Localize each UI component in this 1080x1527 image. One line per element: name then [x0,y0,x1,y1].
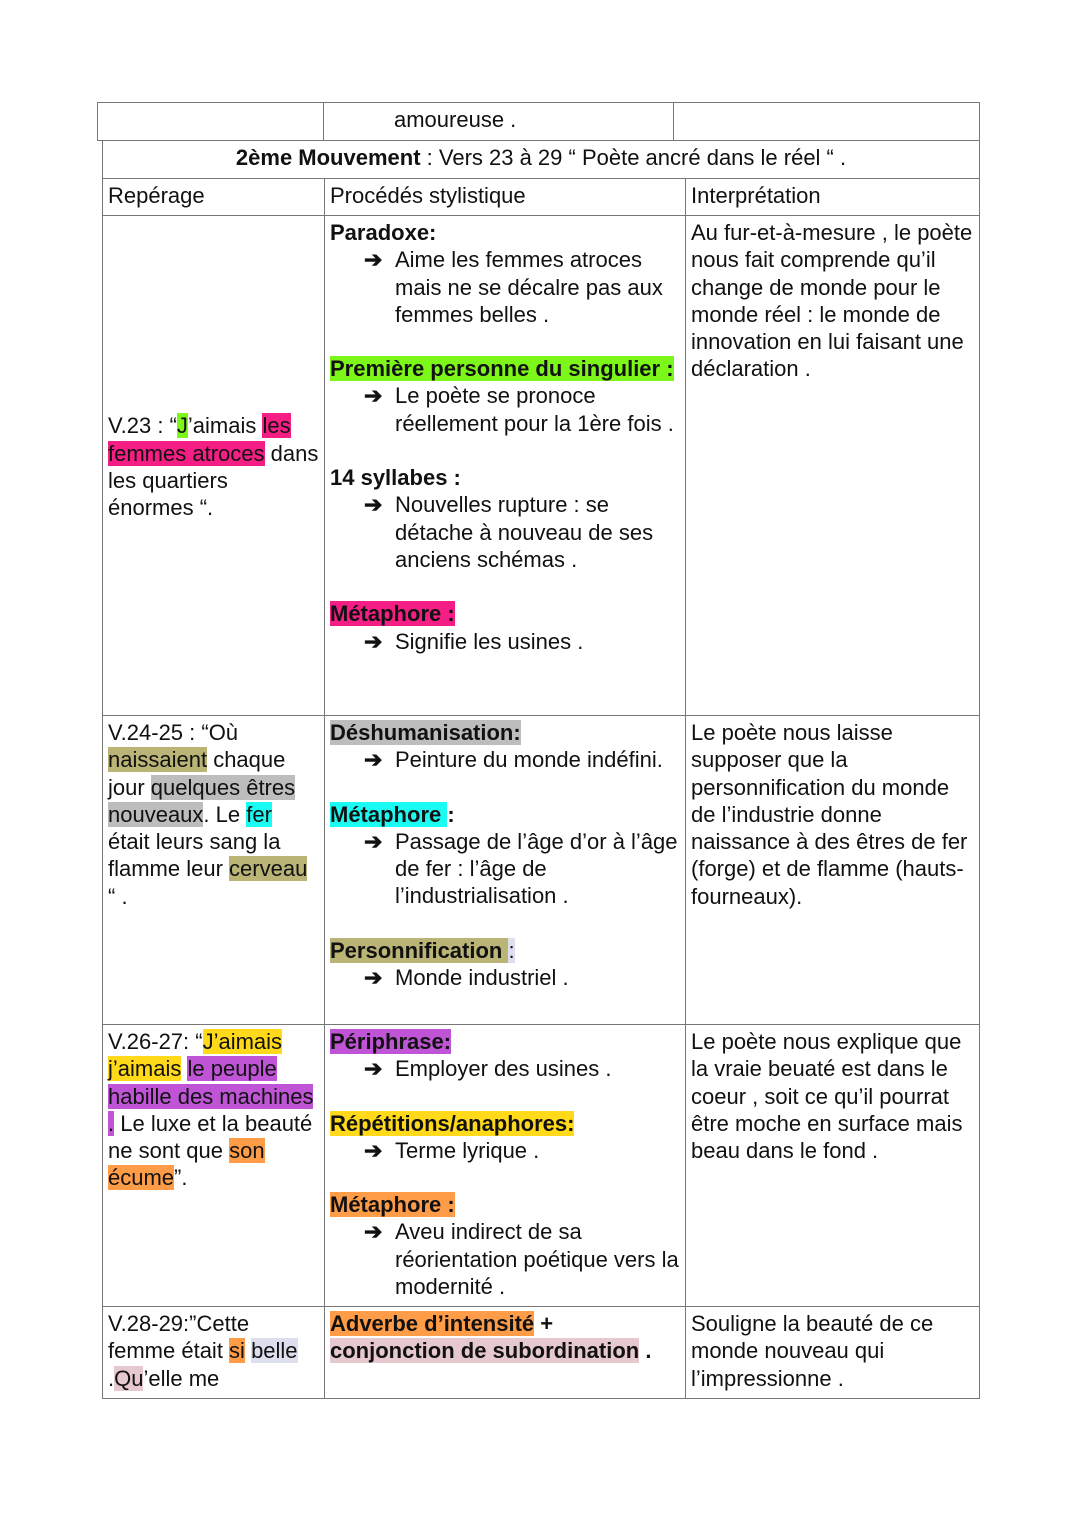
highlight-yellow: J’aimais j’aimais [108,1029,283,1082]
list-item-text: Le poète se pronoce réellement pour la 1ère fois . [395,383,674,436]
procedes-cell [325,716,686,1025]
list-item-text: Employer des usines . [395,1056,612,1082]
interpretation-cell: Souligne la beauté de ce monde nouveau qui l’impressionne . [686,1307,980,1399]
list-item-text: Aveu indirect de sa réorientation poétique vers la modernité . [395,1219,679,1300]
arrow-icon: ➔ [364,1219,383,1245]
procede-label-suffix: . [639,1338,652,1364]
previous-table-tail [97,102,980,141]
highlight-green: J [176,413,188,439]
procede-label: Personnification [330,937,509,963]
list-item [330,746,680,773]
quote-text: chaque jour [108,747,286,800]
highlight-orange: son écume [108,1138,265,1191]
procede-label: Adverbe d’intensité [330,1311,535,1336]
reperage-cell [103,716,325,1025]
procedes-cell [325,216,686,716]
procede-label: Métaphore : [330,601,455,627]
table-cell [98,103,324,141]
highlight-gray: quelques êtres nouveaux [108,774,296,827]
table-row [103,1025,980,1307]
table-row [103,716,980,1025]
table-row [98,103,980,141]
section-title [103,141,980,179]
procede-label: Répétitions/anaphores: [330,1110,575,1136]
procede-label-suffix: + [534,1311,554,1336]
arrow-icon: ➔ [364,383,383,409]
quote-text: V.28-29:”Cette femme était [108,1311,250,1364]
quote-text: V.23 : “ [108,413,177,439]
list-item [330,628,680,655]
reperage-cell [103,1025,325,1307]
arrow-icon: ➔ [364,965,383,991]
column-header-interpretation: Interprétation [686,179,980,216]
highlight-purple: le peuple habille des machines . [108,1056,314,1136]
quote-text: . [108,1365,115,1391]
procede-label: Métaphore : [330,1192,455,1218]
quote-text: V.26-27: “ [108,1029,203,1054]
list-item [330,1218,680,1300]
quote-text: ’elle me [143,1365,220,1391]
interpretation-cell: Le poète nous explique que la vraie beuaté est dans le coeur , soit ce qu’il pourrat être moche en surface mais beau dans le fond . [686,1025,980,1307]
arrow-icon: ➔ [364,247,383,273]
table-cell [674,103,980,141]
list-item [330,1055,680,1082]
list-item [330,382,680,437]
reperage-cell [103,216,325,716]
quote-text: ”. [174,1165,188,1191]
list-item [330,1137,680,1164]
procede-label: conjonction de subordination [330,1338,640,1364]
procede-label: Déshumanisation: [330,720,521,745]
table-row [103,216,980,716]
arrow-icon: ➔ [364,628,383,654]
column-header-procedes: Procédés stylistique [325,179,686,216]
highlight-rose: Qu [114,1365,144,1391]
procede-label-suffix: : [447,801,455,827]
quote-text: Le luxe et la beauté ne sont que [108,1110,313,1164]
list-item [330,964,680,991]
table-cell: amoureuse . [324,103,674,141]
quote-text: dans les quartiers énormes “. [108,440,319,521]
procede-label: Métaphore [330,801,448,827]
list-item-text: Passage de l’âge d’or à l’âge de fer : l’âge de l’industrialisation . [395,828,678,909]
highlight-olive: naissaient [108,747,208,773]
highlight-cyan: fer [246,801,272,827]
list-item-text: Monde industriel . [395,965,569,991]
list-item-text: Terme lyrique . [395,1137,540,1163]
procedes-cell [325,1307,686,1399]
procede-label: Paradoxe: [330,220,437,245]
procede-label: 14 syllabes : [330,465,461,491]
table-row [103,1307,980,1399]
section-title-row [103,141,980,179]
list-item [330,246,680,328]
list-item [330,828,680,910]
list-item-text: Nouvelles rupture : se détache à nouveau de ses anciens schémas . [395,492,654,572]
quote-text: ’aimais [187,413,263,439]
column-header-reperage: Repérage [103,179,325,216]
list-item-text: Signifie les usines . [395,628,584,654]
list-item [330,491,680,573]
arrow-icon: ➔ [364,492,383,518]
section-title-bold: 2ème Mouvement [235,145,421,170]
procede-label: Périphrase: [330,1029,452,1054]
interpretation-cell: Le poète nous laisse supposer que la personnification du monde de l’industrie donne naissance à des êtres de fer (forge) et de flamme (hauts-fourneaux). [686,716,980,1025]
procede-label-suffix: : [508,937,515,963]
highlight-lilac: belle [251,1338,298,1364]
quote-text: était leurs sang la flamme leur [108,829,281,882]
list-item-text: Peinture du monde indéfini. [395,747,663,773]
section-title-rest: : Vers 23 à 29 “ Poète ancré dans le réel “ . [420,145,847,170]
interpretation-cell: Au fur-et-à-mesure , le poète nous fait comprende qu’il change de monde pour le monde réel : le monde de innovation en lui faisant une déclaration . [686,216,980,716]
arrow-icon: ➔ [364,828,383,854]
procede-label: Première personne du singulier : [330,356,674,382]
arrow-icon: ➔ [364,747,383,773]
analysis-table [102,140,980,1399]
arrow-icon: ➔ [364,1056,383,1082]
quote-text: V.24-25 : “Où [108,720,239,745]
quote-text: . Le [203,801,247,827]
list-item-text: Aime les femmes atroces mais ne se décalre pas aux femmes belles . [395,247,663,327]
header-row [103,179,980,216]
highlight-orange: si [229,1338,245,1364]
highlight-olive: cerveau [229,856,308,882]
procedes-cell [325,1025,686,1307]
quote-text: “ . [108,883,128,909]
highlight-pink: les femmes atroces [108,413,291,466]
reperage-cell [103,1307,325,1399]
arrow-icon: ➔ [364,1137,383,1163]
